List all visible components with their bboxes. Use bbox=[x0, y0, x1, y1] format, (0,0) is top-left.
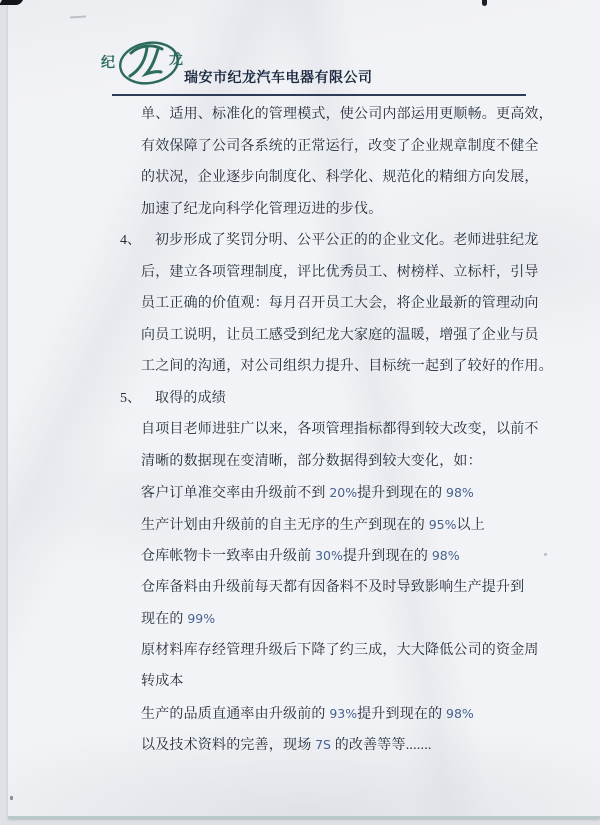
text-line bbox=[8, 162, 600, 194]
header-divider bbox=[112, 94, 526, 96]
text-line bbox=[8, 729, 600, 761]
text-line-content: 向员工说明，让员工感受到纪龙大家庭的温暖，增强了企业与员 bbox=[141, 327, 539, 343]
text-line-numbered bbox=[8, 225, 600, 257]
text-line bbox=[8, 666, 600, 698]
text-line bbox=[8, 540, 600, 572]
text-line bbox=[8, 131, 600, 163]
scan-artifact-speck bbox=[544, 553, 547, 556]
text-line-numbered bbox=[8, 383, 600, 415]
text-line bbox=[8, 414, 600, 446]
text-line-content: 客户订单准交率由升级前不到 20%提升到现在的 98% bbox=[141, 485, 474, 501]
scan-artifact-speck bbox=[10, 796, 13, 800]
logo-jl-monogram-icon bbox=[130, 46, 162, 76]
text-line bbox=[8, 603, 600, 635]
list-number: 5、 bbox=[120, 390, 141, 406]
text-line bbox=[8, 99, 600, 131]
text-line-content: 初步形成了奖罚分明、公平公正的的企业文化。老师进驻纪龙 bbox=[155, 233, 539, 248]
document-body bbox=[8, 99, 600, 761]
company-logo bbox=[100, 36, 188, 92]
text-line-content: 生产的品质直通率由升级前的 93%提升到现在的 98% bbox=[141, 705, 474, 722]
text-line-content: 加速了纪龙向科学化管理迈进的步伐。 bbox=[141, 201, 383, 217]
company-name: 瑞安市纪龙汽车电器有限公司 bbox=[184, 71, 373, 86]
text-line bbox=[8, 509, 600, 541]
text-line bbox=[8, 572, 600, 604]
text-line-content: 仓库帐物卡一致率由升级前 30%提升到现在的 98% bbox=[141, 548, 460, 564]
text-line-content: 清晰的数据现在变清晰，部分数据得到较大变化，如： bbox=[141, 453, 482, 469]
text-line bbox=[8, 635, 600, 667]
logo-left-char: 纪 bbox=[101, 56, 115, 71]
text-line bbox=[8, 351, 600, 383]
text-line bbox=[8, 320, 600, 352]
text-line-content: 转成本 bbox=[141, 674, 184, 689]
text-line bbox=[8, 257, 600, 289]
text-line-content: 以及技术资料的完善，现场 7S 的改善等等....... bbox=[141, 737, 432, 753]
text-line-content: 自项目老师进驻广以来，各项管理指标都得到较大改变，以前不 bbox=[141, 422, 539, 437]
text-line-content: 仓库备料由升级前每天都有因备料不及时导致影响生产提升到 bbox=[141, 579, 525, 595]
text-line-content: 单、适用、标准化的管理模式，使公司内部运用更顺畅。更高效， bbox=[141, 107, 553, 122]
text-line-content: 员工正确的价值观：每月召开员工大会，将企业最新的管理动向 bbox=[141, 296, 539, 311]
text-line-content: 有效保障了公司各系统的正常运行，改变了企业规章制度不健全 bbox=[141, 138, 539, 154]
text-line bbox=[8, 446, 600, 478]
list-number: 4、 bbox=[120, 233, 141, 248]
text-line-content: 取得的成绩 bbox=[155, 390, 226, 406]
text-line-content: 原材料库存经管理升级后下降了约三成，大大降低公司的资金周 bbox=[141, 642, 539, 658]
text-line-content: 后，建立各项管理制度，评比优秀员工、树榜样、立标杆，引导 bbox=[141, 264, 539, 280]
text-line-content: 的状况，企业逐步向制度化、科学化、规范化的精细方向发展， bbox=[141, 170, 539, 185]
text-line bbox=[8, 477, 600, 509]
text-line bbox=[8, 194, 600, 226]
text-line-content: 工之间的沟通，对公司组织力提升、目标统一起到了较好的作用。 bbox=[141, 359, 553, 374]
text-line-content: 生产计划由升级前的自主无序的生产到现在的 95%以上 bbox=[141, 516, 485, 533]
logo-right-char: 龙 bbox=[169, 53, 183, 68]
text-line-content: 现在的 99% bbox=[141, 611, 216, 627]
scan-artifact-top-right bbox=[482, 0, 487, 6]
text-line bbox=[8, 698, 600, 730]
scanned-page bbox=[8, 0, 600, 818]
text-line bbox=[8, 288, 600, 320]
